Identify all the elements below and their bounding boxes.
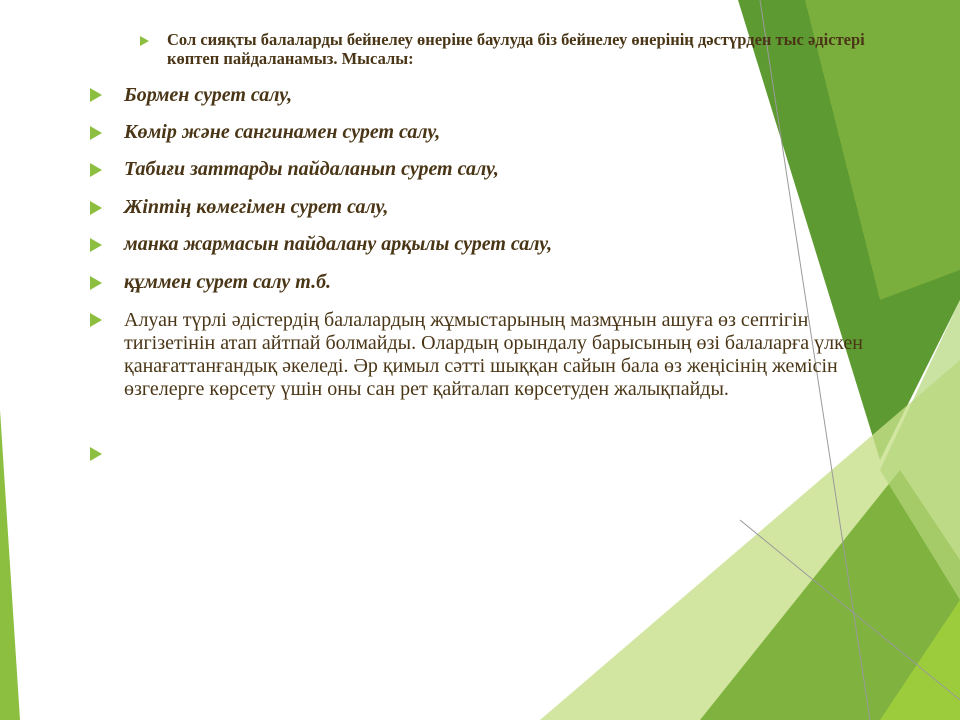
body-paragraph: Алуан түрлі әдістердің балалардың жұмыстарының мазмұнын ашуға өз септігін тигізетінін атап айтпай болмайды. Олардың орындалу барысының өзі балаларға үлкен қанағаттанғандық әкеледі. Әр қимыл сәтті шыққан сайын бала өз жеңісінің жемісін өзгелерге көрсету үшін оны сан рет қайталап көрсетуден жалықпайды.	[124, 309, 863, 400]
list-item: Табиғи заттарды пайдаланып сурет салу,	[124, 158, 499, 180]
list-item: Көмір және сангинамен сурет салу,	[124, 121, 441, 143]
bullet-icon	[90, 126, 102, 140]
bullet-icon	[90, 238, 102, 252]
bullet-icon	[90, 201, 102, 215]
list-item: манка жармасын пайдалану арқылы сурет салу,	[124, 233, 553, 255]
list-item: Жіптің көмегімен сурет салу,	[124, 196, 389, 218]
list-item: құммен сурет салу т.б.	[124, 271, 332, 293]
bullet-icon	[90, 276, 102, 290]
bullet-icon	[90, 313, 102, 327]
empty-bullet-icon	[90, 447, 102, 461]
bullet-icon	[140, 36, 149, 46]
bullet-icon	[90, 163, 102, 177]
intro-text: Сол сияқты балаларды бейнелеу өнеріне баулуда біз бейнелеу өнерінің дәстүрден тыс әдістері көптеп пайдаланамыз. Мысалы:	[167, 30, 865, 68]
list-item: Бормен сурет салу,	[124, 84, 293, 106]
bullet-icon	[90, 88, 102, 102]
